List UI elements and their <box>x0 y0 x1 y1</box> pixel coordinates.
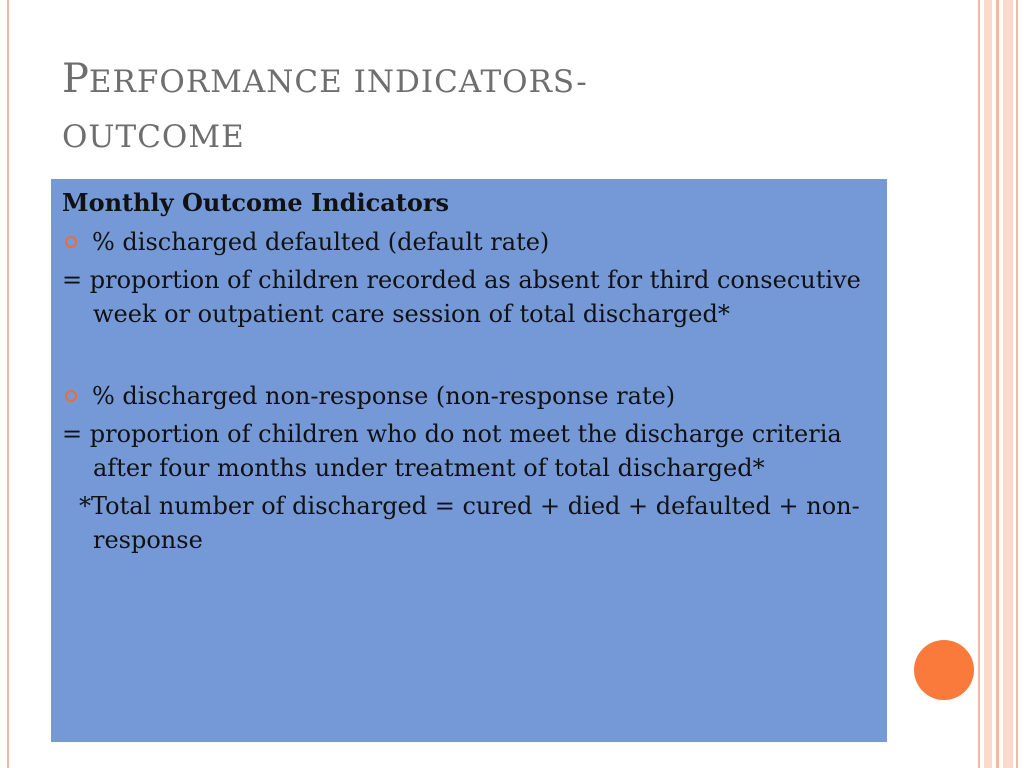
bullet-text: % discharged non-response (non-response rate) <box>92 382 676 410</box>
section-heading: Monthly Outcome Indicators <box>62 188 450 217</box>
spacer <box>62 331 877 379</box>
footnote: *Total number of discharged = cured + died + defaulted + non-response <box>79 492 860 554</box>
title-line1: ERFORMANCE INDICATORS- <box>88 64 588 100</box>
bullet-text: % discharged defaulted (default rate) <box>92 228 550 256</box>
title-line2: OUTCOME <box>62 119 245 155</box>
slide-title <box>62 52 902 164</box>
content-box <box>51 179 887 742</box>
definition-non-response-rate: = proportion of children who do not meet the discharge criteria after four months under treatment of total discharged* <box>62 420 842 482</box>
hollow-circle-bullet-icon <box>65 236 77 248</box>
bullet-default-rate <box>62 225 877 259</box>
orange-circle-icon <box>914 640 974 700</box>
bullet-non-response-rate <box>62 379 877 413</box>
title-initial: P <box>62 56 89 102</box>
definition-default-rate: = proportion of children recorded as absent for third consecutive week or outpatient care session of total discharged* <box>62 266 861 328</box>
hollow-circle-bullet-icon <box>65 390 77 402</box>
right-decorative-stripes <box>978 0 1024 768</box>
left-border-rule <box>7 0 9 768</box>
